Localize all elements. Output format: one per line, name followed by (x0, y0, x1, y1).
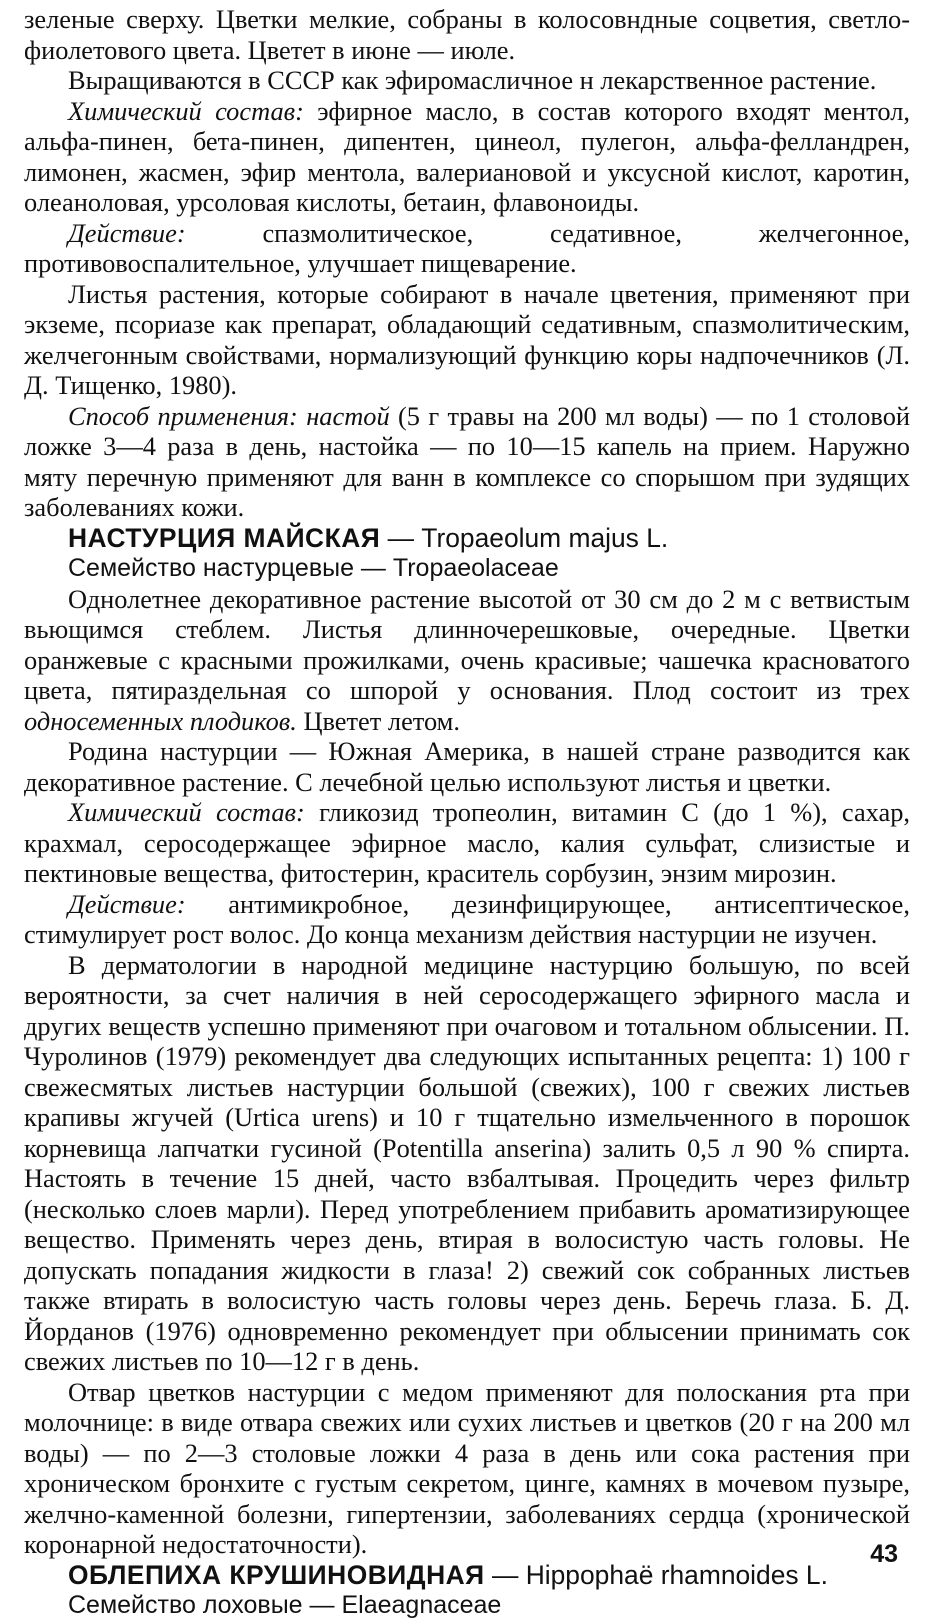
text-run: Отвар цветков настурции с медом применяют для полоскания рта при молочнице: в виде отвара свежих или сухих листьев и цветков (20 г на 200 мл воды) — по 2—3 столовые ложки 4 раза в день или сока растения при хроническом бронхите с густым секретом, цинге, камнях в мочевом пузыре, желчно-каменной болезни, гипертензии, заболеваниях сердца (хронической коронарной недостаточности). (24, 1376, 910, 1559)
page-text (24, 4, 910, 1621)
text-paragraph (24, 279, 910, 401)
text-run: эфирное масло, в состав которого входят ментол, альфа-пинен, бета-пинен, дипентен, цинеол, пулегон, альфа-фелландрен, лимонен, жасмен, эфир ментола, валериановой и уксусной кислот, каротин, олеаноловая, урсоловая кислоты, бетаин, флавоноиды. (24, 95, 911, 217)
text-run: Листья растения, которые собирают в начале цветения, применяют при экземе, псориазе как препарат, обладающий седативным, спазмолитическим, желчегонным свойствами, нормализующий функцию коры надпочечников (Л. Д. Тищенко, 1980). (24, 278, 910, 400)
text-run: Родина настурции — Южная Америка, в нашей стране разводится как декоративное растение. С лечебной целью используют листья и цветки. (24, 736, 910, 797)
text-run: Выращиваются в СССР как эфиромасличное н лекарственное растение. (68, 65, 877, 95)
italic-term: односеменных плодиков. (24, 705, 297, 736)
text-paragraph (24, 736, 910, 797)
species-heading (24, 1560, 910, 1591)
text-paragraph (24, 889, 910, 950)
text-paragraph (24, 4, 910, 65)
text-paragraph (24, 950, 910, 1377)
plant-family: Семейство настурцевые — Tropaeolaceae (68, 554, 559, 582)
text-paragraph (24, 1377, 910, 1560)
italic-term: Химический состав: (68, 797, 305, 827)
text-run: Цветет летом. (296, 705, 460, 736)
italic-term: Химический состав: (68, 95, 304, 126)
text-run: антимикробное, дезинфицирующее, антисептическое, стимулирует рост волос. До конца механизм действия настурции не изучен. (24, 888, 910, 949)
species-heading (24, 523, 910, 554)
text-paragraph (24, 218, 910, 279)
plant-family: Семейство лоховые — Elaeagnaceae (68, 1591, 502, 1619)
text-run: гликозид тропеолин, витамин С (до 1 %), сахар, крахмал, серосодержащее эфирное масло, калия сульфат, слизистые и пектиновые вещества, фитостерин, краситель сорбузин, энзим мирозин. (24, 797, 911, 888)
text-run: (5 г травы на 200 мл воды) — по 1 столовой ложке 3—4 раза в день, настойка — по 10—15 капель на прием. Наружно мяту перечную применяют для ванн в комплексе со спорышом при зудящих заболеваниях кожи. (24, 400, 911, 522)
italic-term: Действие: (68, 217, 186, 248)
text-run: Однолетнее декоративное растение высотой от 30 см до 2 м с ветвистым вьющимся стеблем. Листья длинночерешковые, очередные. Цветки оранжевые с красными прожилками, очень красивые; чашечка красноватого цвета, пятираздельная со шпорой у основания. Плод состоит из трех (24, 583, 910, 705)
text-run: зеленые сверху. Цветки мелкие, собраны в колосовндные соцветия, светло-фиолетового цвета. Цветет в июне — июле. (24, 4, 910, 65)
text-run: В дерматологии в народной медицине настурцию большую, по всей вероятности, за счет наличия в ней серосодержащего эфирного масла и других веществ успешно применяют при очаговом и тотальном облысении. П. Чуролинов (1979) рекомендует два следующих испытанных рецепта: 1) 100 г свежесмятых листьев настурции большой (свежих), 100 г свежих листьев крапивы жгучей (Urtica urens) и 10 г тщательно измельченного в порошок корневища лапчатки гусиной (Potentilla anserina) залить 0,5 л 90 % спирта. Настоять в течение 15 дней, часто взбалтывая. Процедить через фильтр (несколько слоев марли). Перед употреблением прибавить ароматизирующее вещество. Применять через день, втирая в волосистую часть головы. Не допускать попадания жидкости в глаза! 2) свежий сок собранных листьев также втирать в волосистую часть головы через день. Беречь глаза. Б. Д. Йорданов (1976) одновременно рекомендует при облысении принимать сок свежих листьев по 10—12 г в день. (24, 949, 910, 1376)
italic-term: Действие: (68, 888, 186, 919)
text-paragraph (24, 797, 910, 889)
text-run: спазмолитическое, седативное, желчегонное, противовоспалительное, улучшает пищеварение. (24, 217, 910, 278)
species-latin-name: — Hippophaё rhamnoides L. (484, 1559, 828, 1590)
species-latin-name: — Tropaeolum majus L. (380, 522, 669, 553)
text-paragraph (24, 401, 910, 523)
species-name: ОБЛЕПИХА КРУШИНОВИДНАЯ (68, 1559, 485, 1590)
text-paragraph (24, 65, 910, 96)
page-number: 43 (870, 1540, 898, 1568)
text-paragraph (24, 584, 910, 737)
text-paragraph (24, 96, 910, 218)
species-name: НАСТУРЦИЯ МАЙСКАЯ (68, 522, 381, 553)
italic-term: Способ применения: настой (68, 400, 390, 431)
